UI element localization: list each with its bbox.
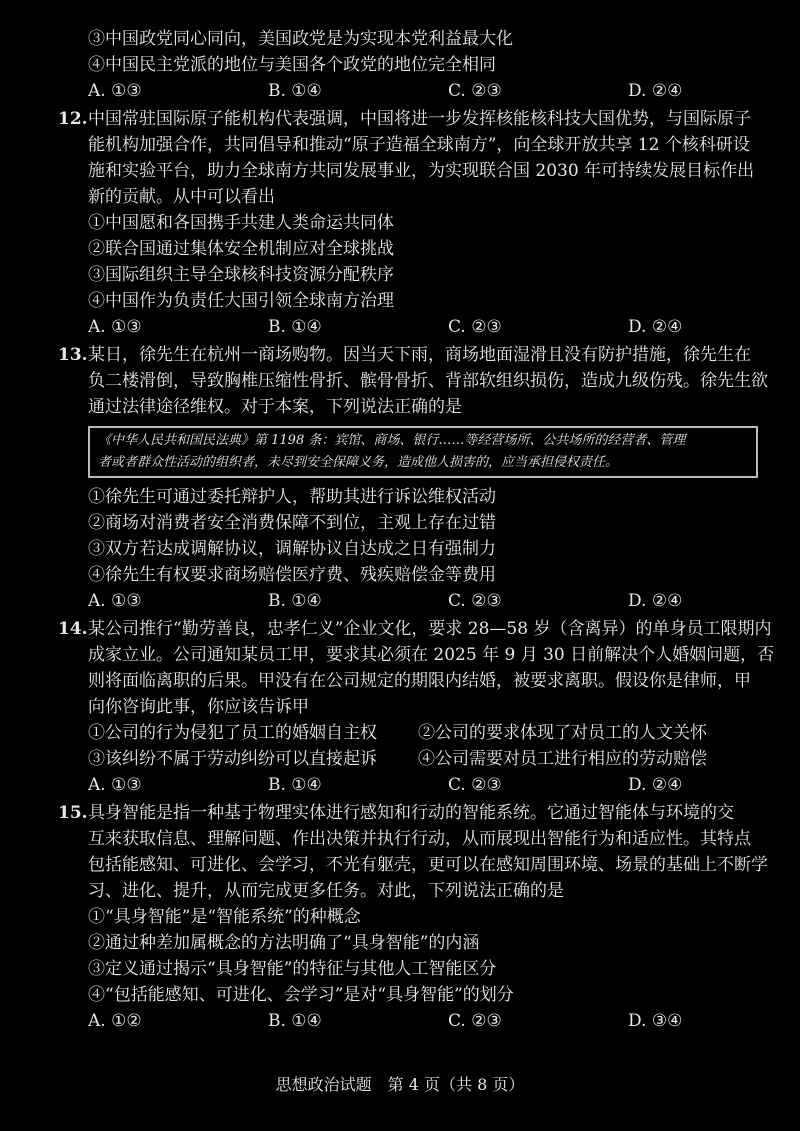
q11-choice-c[interactable]: C. ②③ xyxy=(448,81,502,101)
q15-option-2: ②通过种差加属概念的方法明确了“具身智能”的内涵 xyxy=(88,933,480,953)
q13-number: 13. xyxy=(58,345,88,365)
q13-choices xyxy=(58,588,748,614)
q12-choice-d[interactable]: D. ②④ xyxy=(628,317,683,337)
q11-choice-d[interactable]: D. ②④ xyxy=(628,81,683,101)
question-15 xyxy=(58,800,768,1034)
q14-stem-line-4: 向你咨询此事，你应该告诉甲 xyxy=(88,697,309,717)
q13-option-1: ①徐先生可通过委托辩护人，帮助其进行诉讼维权活动 xyxy=(88,487,496,507)
q14-option-4: ④公司需要对员工进行相应的劳动赔偿 xyxy=(418,749,707,769)
q12-choice-c[interactable]: C. ②③ xyxy=(448,317,502,337)
q15-stem-line-1: 具身智能是指一种基于物理实体进行感知和行动的智能系统。它通过智能体与环境的交 xyxy=(88,803,734,823)
q15-option-1: ①“具身智能”是“智能系统”的种概念 xyxy=(88,907,361,927)
q13-option-2: ②商场对消费者安全消费保障不到位，主观上存在过错 xyxy=(88,513,496,533)
q14-option-1: ①公司的行为侵犯了员工的婚姻自主权 xyxy=(88,723,377,743)
q12-stem-line-2: 能机构加强合作，共同倡导和推动“原子造福全球南方”，向全球开放共享 12 个核科研设 xyxy=(88,135,750,155)
page-footer: 思想政治试题 第 4 页（共 8 页） xyxy=(275,1075,525,1094)
q12-option-3: ③国际组织主导全球核科技资源分配秩序 xyxy=(88,265,394,285)
question-12 xyxy=(58,106,755,340)
q15-stem-line-4: 习、进化、提升，从而完成更多任务。对此，下列说法正确的是 xyxy=(88,881,564,901)
q12-number: 12. xyxy=(58,109,88,129)
q15-choice-b[interactable]: B. ①④ xyxy=(268,1011,322,1031)
q11-option-3: ③中国政党同心同向，美国政党是为实现本党利益最大化 xyxy=(88,29,513,49)
question-13 xyxy=(58,342,768,614)
q12-stem-line-4: 新的贡献。从中可以看出 xyxy=(88,187,275,207)
q14-option-2: ②公司的要求体现了对员工的人文关怀 xyxy=(418,723,707,743)
question-14 xyxy=(58,616,775,798)
q14-choice-c[interactable]: C. ②③ xyxy=(448,775,502,795)
q12-stem-line-1: 中国常驻国际原子能机构代表强调，中国将进一步发挥核能核科技大国优势，与国际原子 xyxy=(88,109,751,129)
q14-stem-line-2: 成家立业。公司通知某员工甲，要求其必须在 2025 年 9 月 30 日前解决个人婚姻问题，否 xyxy=(88,645,775,665)
q14-number: 14. xyxy=(58,619,88,639)
q12-choice-b[interactable]: B. ①④ xyxy=(268,317,322,337)
q14-choice-a[interactable]: A. ①③ xyxy=(88,775,142,795)
q11-choices xyxy=(58,78,748,104)
q15-stem-line-2: 互来获取信息、理解问题、作出决策并执行行动，从而展现出智能行为和适应性。其特点 xyxy=(88,829,751,849)
q12-option-2: ②联合国通过集体安全机制应对全球挑战 xyxy=(88,239,394,259)
q13-choice-d[interactable]: D. ②④ xyxy=(628,591,683,611)
q13-choice-b[interactable]: B. ①④ xyxy=(268,591,322,611)
q15-choice-a[interactable]: A. ①② xyxy=(88,1011,142,1031)
q14-stem-line-3: 则将面临离职的后果。甲没有在公司规定的期限内结婚，被要求离职。假设你是律师，甲 xyxy=(88,671,751,691)
q12-option-1: ①中国愿和各国携手共建人类命运共同体 xyxy=(88,213,394,233)
q12-choice-a[interactable]: A. ①③ xyxy=(88,317,142,337)
q11-choice-a[interactable]: A. ①③ xyxy=(88,81,142,101)
q13-stem-line-3: 通过法律途径维权。对于本案，下列说法正确的是 xyxy=(88,397,462,417)
civil-code-quote-box xyxy=(88,426,758,478)
q11-option-4: ④中国民主党派的地位与美国各个政党的地位完全相同 xyxy=(88,55,496,75)
q14-choices xyxy=(58,772,748,798)
q13-stem-line-1: 某日，徐先生在杭州一商场购物。因当天下雨，商场地面湿滑且没有防护措施，徐先生在 xyxy=(88,345,751,365)
q13-stem-line-2: 负二楼滑倒，导致胸椎压缩性骨折、髌骨骨折、背部软组织损伤，造成九级伤残。徐先生欲 xyxy=(88,371,768,391)
q14-options-row-2 xyxy=(58,746,748,772)
q14-option-3: ③该纠纷不属于劳动纠纷可以直接起诉 xyxy=(88,749,377,769)
q14-choice-d[interactable]: D. ②④ xyxy=(628,775,683,795)
q11-choice-b[interactable]: B. ①④ xyxy=(268,81,322,101)
q15-number: 15. xyxy=(58,803,88,823)
q14-options-row-1 xyxy=(58,720,748,746)
exam-page xyxy=(58,26,775,1036)
q12-stem-line-3: 施和实验平台，助力全球南方共同发展事业，为实现联合国 2030 年可持续发展目标作出 xyxy=(88,161,755,181)
q15-stem-line-3: 包括能感知、可进化、会学习，不光有躯壳，更可以在感知周围环境、场景的基础上不断学 xyxy=(88,855,768,875)
q15-option-3: ③定义通过揭示“具身智能”的特征与其他人工智能区分 xyxy=(88,959,497,979)
q15-option-4: ④“包括能感知、可进化、会学习”是对“具身智能”的划分 xyxy=(88,985,514,1005)
q15-choice-c[interactable]: C. ②③ xyxy=(448,1011,502,1031)
q15-choice-d[interactable]: D. ③④ xyxy=(628,1011,683,1031)
q14-stem-line-1: 某公司推行“勤劳善良，忠孝仁义”企业文化，要求 28—58 岁（含离异）的单身员工限期内 xyxy=(88,619,772,639)
quote-line-1: 《中华人民共和国民法典》第 1198 条：宾馆、商场、银行……等经营场所、公共场所的经营者、管理 xyxy=(98,433,686,448)
q12-option-4: ④中国作为负责任大国引领全球南方治理 xyxy=(88,291,394,311)
q13-option-4: ④徐先生有权要求商场赔偿医疗费、残疾赔偿金等费用 xyxy=(88,565,496,585)
q14-choice-b[interactable]: B. ①④ xyxy=(268,775,322,795)
q15-choices xyxy=(58,1008,748,1034)
q13-choice-a[interactable]: A. ①③ xyxy=(88,591,142,611)
q13-option-3: ③双方若达成调解协议，调解协议自达成之日有强制力 xyxy=(88,539,496,559)
quote-line-2: 者或者群众性活动的组织者，未尽到安全保障义务，造成他人损害的，应当承担侵权责任。 xyxy=(98,455,619,470)
q12-choices xyxy=(58,314,748,340)
q13-choice-c[interactable]: C. ②③ xyxy=(448,591,502,611)
